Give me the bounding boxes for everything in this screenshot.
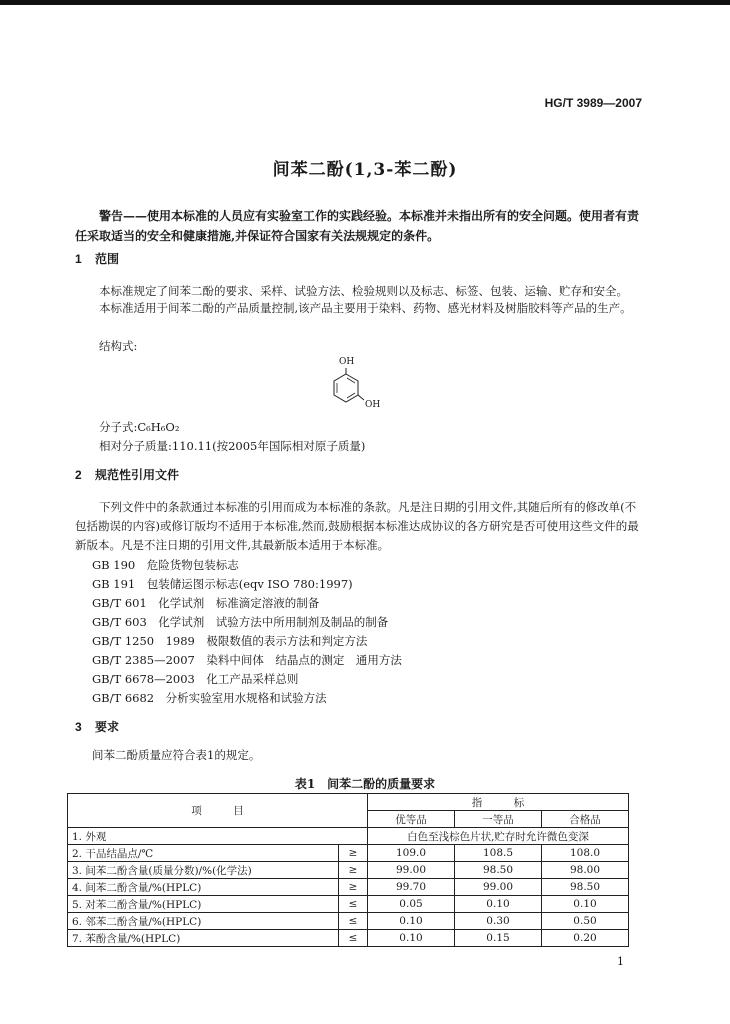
reference-item: GB 191 包装储运图示标志(eqv ISO 780:1997) — [92, 577, 353, 591]
table-row — [68, 862, 629, 879]
document-title: 间苯二酚(1,3-苯二酚) — [272, 160, 458, 180]
section-number: 2 — [75, 468, 82, 482]
row-value: 99.70 — [368, 879, 455, 896]
quality-requirements-table — [67, 793, 629, 947]
reference-item: GB/T 2385—2007 染料中间体 结晶点的测定 通用方法 — [92, 653, 402, 667]
section-2-heading — [75, 466, 179, 483]
reference-item: GB/T 1250 1989 极限数值的表示方法和判定方法 — [92, 634, 368, 648]
hydroxyl-label-bottom: OH — [365, 400, 381, 410]
requirements-intro: 间苯二酚质量应符合表1的规定。 — [92, 748, 261, 762]
table-row — [68, 845, 629, 862]
reference-item: GB/T 6678—2003 化工产品采样总则 — [92, 672, 299, 686]
row-value: 0.15 — [455, 930, 542, 947]
reference-item: GB/T 601 化学试剂 标准滴定溶液的制备 — [92, 596, 320, 610]
section-1-heading — [75, 250, 119, 267]
row-item: 4. 间苯二酚含量/%(HPLC) — [68, 879, 339, 896]
header-item: 项 目 — [68, 794, 368, 828]
section-title: 范围 — [95, 252, 120, 266]
row-value: 98.50 — [455, 862, 542, 879]
section-number: 3 — [75, 720, 82, 734]
row-value: 0.20 — [542, 930, 629, 947]
row-item: 6. 邻苯二酚含量/%(HPLC) — [68, 913, 339, 930]
molecular-formula: 分子式:C₆H₆O₂ — [99, 420, 180, 434]
section-title: 规范性引用文件 — [95, 468, 180, 482]
row-item: 1. 外观 — [68, 828, 368, 845]
row-value: 108.0 — [542, 845, 629, 862]
row-value: 0.05 — [368, 896, 455, 913]
row-value: 0.10 — [542, 896, 629, 913]
row-item: 3. 间苯二酚含量(质量分数)/%(化学法) — [68, 862, 339, 879]
reference-item: GB/T 6682 分析实验室用水规格和试验方法 — [92, 691, 327, 705]
row-symbol: ≤ — [339, 930, 368, 947]
structure-label: 结构式: — [99, 339, 138, 353]
scope-paragraph-2: 本标准适用于间苯二酚的产品质量控制,该产品主要用于染料、药物、感光材料及树脂胶料等产品的生产。 — [99, 301, 632, 315]
row-item: 7. 苯酚含量/%(HPLC) — [68, 930, 339, 947]
row-symbol: ≥ — [339, 862, 368, 879]
benzene-ring-diagram — [320, 360, 400, 420]
row-value: 99.00 — [368, 862, 455, 879]
header-grade-first: 一等品 — [455, 811, 542, 828]
table-row — [68, 896, 629, 913]
row-symbol: ≥ — [339, 845, 368, 862]
hydroxyl-label-top: OH — [339, 357, 355, 367]
row-symbol: ≤ — [339, 896, 368, 913]
row-item: 5. 对苯二酚含量/%(HPLC) — [68, 896, 339, 913]
row-symbol: ≤ — [339, 913, 368, 930]
row-value: 108.5 — [455, 845, 542, 862]
row-value: 0.10 — [455, 896, 542, 913]
section-number: 1 — [75, 252, 82, 266]
row-symbol: ≥ — [339, 879, 368, 896]
row-value: 0.50 — [542, 913, 629, 930]
table-row — [68, 913, 629, 930]
header-index: 指 标 — [368, 794, 629, 811]
section-title: 要求 — [95, 720, 120, 734]
table-row — [68, 930, 629, 947]
table-title: 表1 间苯二酚的质量要求 — [294, 777, 436, 791]
warning-paragraph: 警告——使用本标准的人员应有实验室工作的实践经验。本标准并未指出所有的安全问题。使用者有责任采取适当的安全和健康措施,并保证符合国家有关法规规定的条件。 — [75, 209, 640, 243]
normative-intro: 下列文件中的条款通过本标准的引用而成为本标准的条款。凡是注日期的引用文件,其随后所有的修改单(不包括勘误的内容)或修订版均不适用于本标准,然而,鼓励根据本标准达成协议的各方研究是否可使用这些文件的最新版本。凡是不注日期的引用文件,其最新版本适用于本标准。 — [75, 500, 639, 552]
row-value: 98.50 — [542, 879, 629, 896]
table-row — [68, 828, 629, 845]
reference-item: GB/T 603 化学试剂 试验方法中所用制剂及制品的制备 — [92, 615, 389, 629]
row-value: 0.10 — [368, 930, 455, 947]
section-3-heading — [75, 718, 119, 735]
table-header-row — [68, 794, 629, 811]
row-value: 99.00 — [455, 879, 542, 896]
row-value: 0.10 — [368, 913, 455, 930]
molecular-mass: 相对分子质量:110.11(按2005年国际相对原子质量) — [99, 439, 366, 453]
row-value: 98.00 — [542, 862, 629, 879]
reference-item: GB 190 危险货物包装标志 — [92, 558, 239, 572]
table-row — [68, 879, 629, 896]
header-grade-superior: 优等品 — [368, 811, 455, 828]
row-value-span: 白色至浅棕色片状,贮存时允许微色变深 — [368, 828, 629, 845]
scope-paragraph-1: 本标准规定了间苯二酚的要求、采样、试验方法、检验规则以及标志、标签、包装、运输、贮存和安全。 — [99, 284, 628, 298]
standard-code: HG/T 3989—2007 — [544, 96, 642, 110]
scan-edge-bar — [0, 0, 730, 5]
chemical-structure — [320, 357, 400, 420]
header-grade-qualified: 合格品 — [542, 811, 629, 828]
row-value: 109.0 — [368, 845, 455, 862]
page-number: 1 — [617, 955, 624, 968]
row-value: 0.30 — [455, 913, 542, 930]
row-item: 2. 干品结晶点/℃ — [68, 845, 339, 862]
